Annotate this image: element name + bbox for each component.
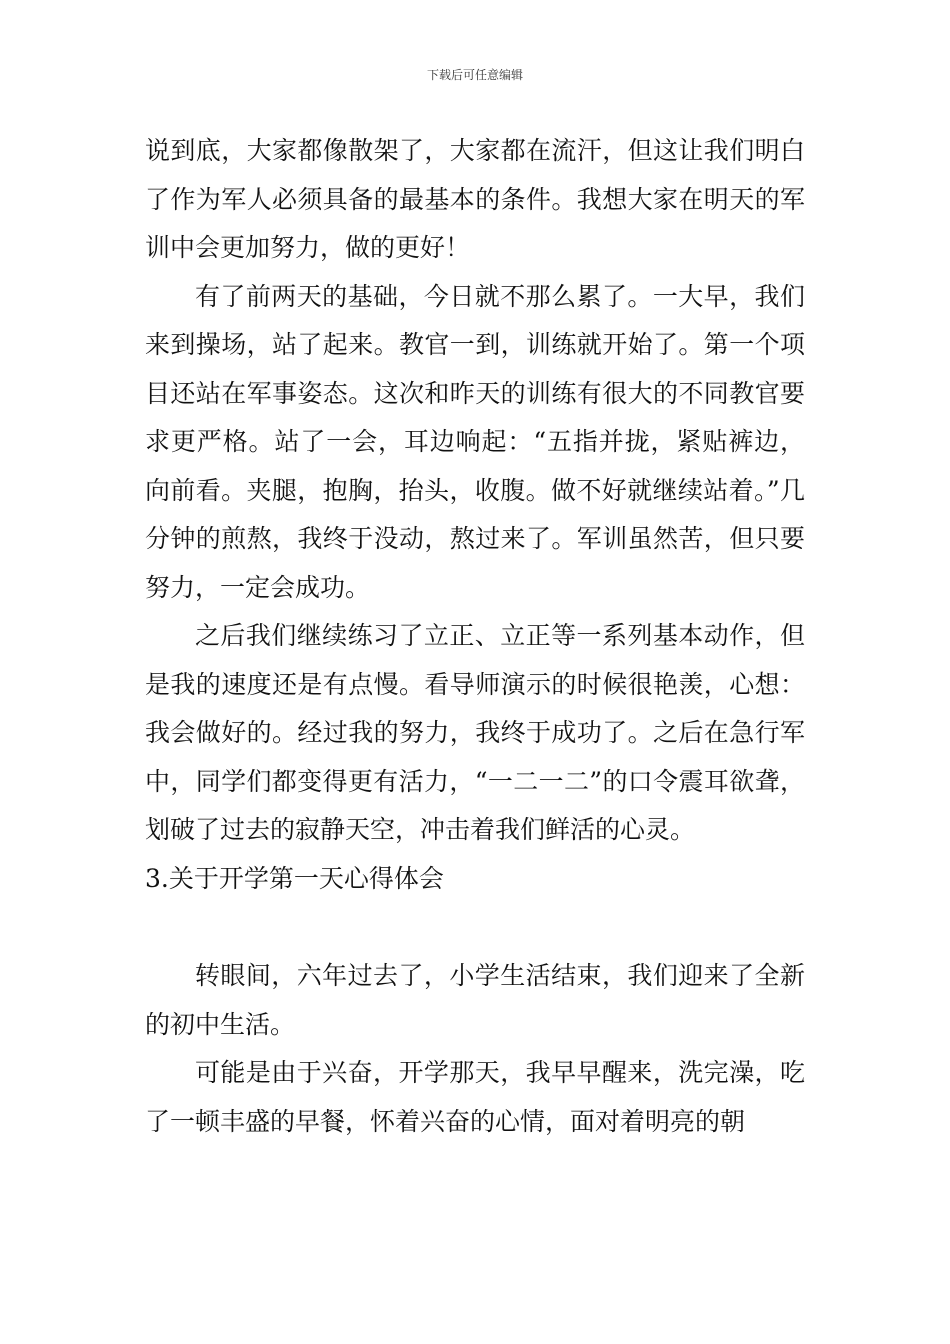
section-paragraph-1: 转眼间，六年过去了，小学生活结束，我们迎来了全新的初中生活。 bbox=[145, 961, 805, 1039]
paragraph-1: 说到底，大家都像散架了，大家都在流汗，但这让我们明白了作为军人必须具备的最基本的条件。我想大家在明天的军训中会更加努力，做的更好！ bbox=[145, 136, 805, 262]
section-heading: 3.关于开学第一天心得体会 bbox=[145, 863, 444, 893]
paragraph-2: 有了前两天的基础，今日就不那么累了。一大早，我们来到操场，站了起来。教官一到，训练就开始了。第一个项目还站在军事姿态。这次和昨天的训练有很大的不同教官要求更严格。站了一会，耳边响起：“五指并拢，紧贴裤边，向前看。夹腿，抱胸，抬头，收腹。做不好就继续站着。”几分钟的煎熬，我终于没动，熬过来了。军训虽然苦，但只要努力，一定会成功。 bbox=[145, 281, 805, 602]
paragraph-3: 之后我们继续练习了立正、立正等一系列基本动作，但是我的速度还是有点慢。看导师演示的时候很艳羡，心想：我会做好的。经过我的努力，我终于成功了。之后在急行军中，同学们都变得更有活力，“一二一二”的口令震耳欲聋，划破了过去的寂静天空，冲击着我们鲜活的心灵。 bbox=[145, 621, 805, 844]
section-paragraph-2: 可能是由于兴奋，开学那天，我早早醒来，洗完澡，吃了一顿丰盛的早餐，怀着兴奋的心情，面对着明亮的朝 bbox=[145, 1058, 805, 1136]
header-note: 下载后可任意编辑 bbox=[426, 68, 523, 82]
document-body bbox=[145, 127, 805, 1146]
